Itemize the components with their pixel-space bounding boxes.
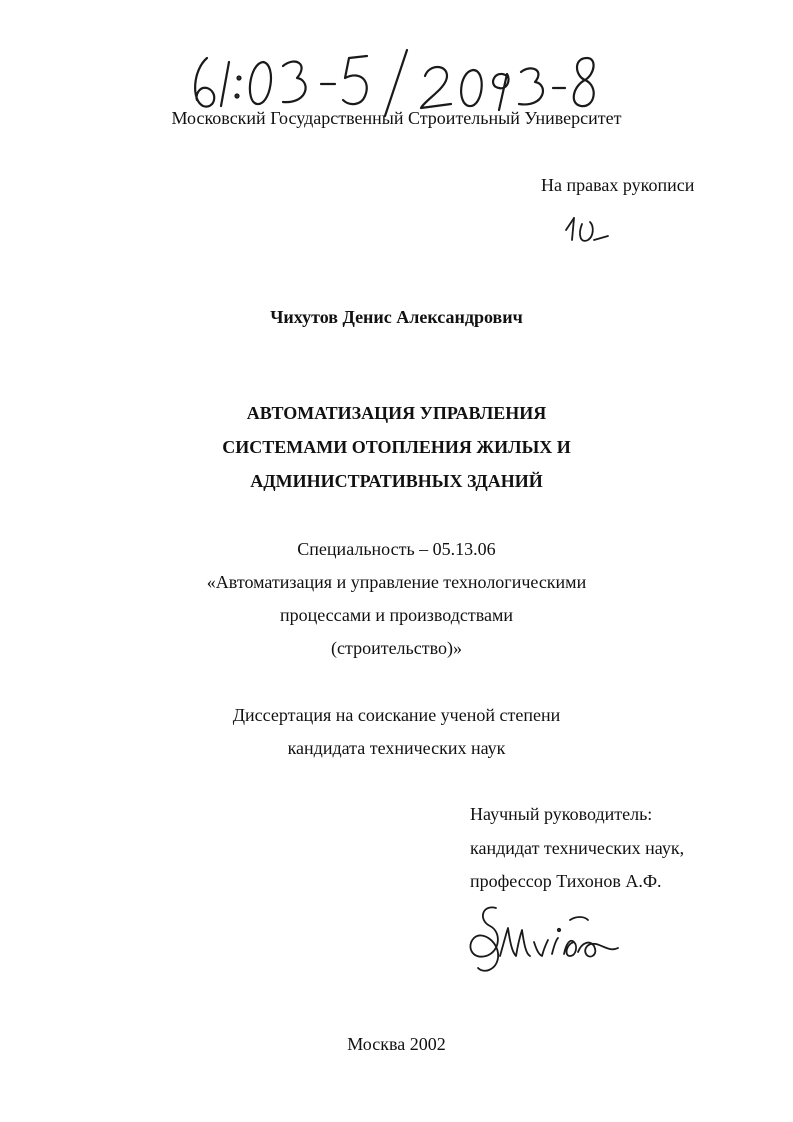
specialty-name-line-1: «Автоматизация и управление технологическими [206, 572, 587, 592]
city-year: Москва 2002 [347, 1034, 446, 1054]
handwritten-mark [560, 210, 620, 250]
specialty-code: Специальность – 05.13.06 [297, 539, 496, 559]
supervisor-name: профессор Тихонов А.Ф. [470, 871, 662, 891]
title-line-3: АДМИНИСТРАТИВНЫХ ЗДАНИЙ [250, 471, 543, 491]
handwritten-mark-drawing [560, 210, 620, 250]
title-line-2: СИСТЕМАМИ ОТОПЛЕНИЯ ЖИЛЫХ И [222, 437, 571, 457]
supervisor-signature [460, 898, 630, 978]
title-line-1: АВТОМАТИЗАЦИЯ УПРАВЛЕНИЯ [246, 403, 547, 423]
supervisor-signature-drawing [460, 898, 630, 978]
dissertation-line-1: Диссертация на соискание ученой степени [232, 705, 561, 725]
manuscript-rights: На правах рукописи [541, 175, 695, 195]
specialty-name-line-2: процессами и производствами [279, 605, 514, 625]
university-name: Московский Государственный Строительный Университет [171, 108, 622, 128]
specialty-name-line-3: (строительство)» [331, 638, 462, 658]
dissertation-line-2: кандидата технических наук [287, 738, 506, 758]
author-name: Чихутов Денис Александрович [270, 307, 523, 327]
supervisor-degree: кандидат технических наук, [470, 838, 685, 858]
supervisor-label: Научный руководитель: [470, 804, 653, 824]
